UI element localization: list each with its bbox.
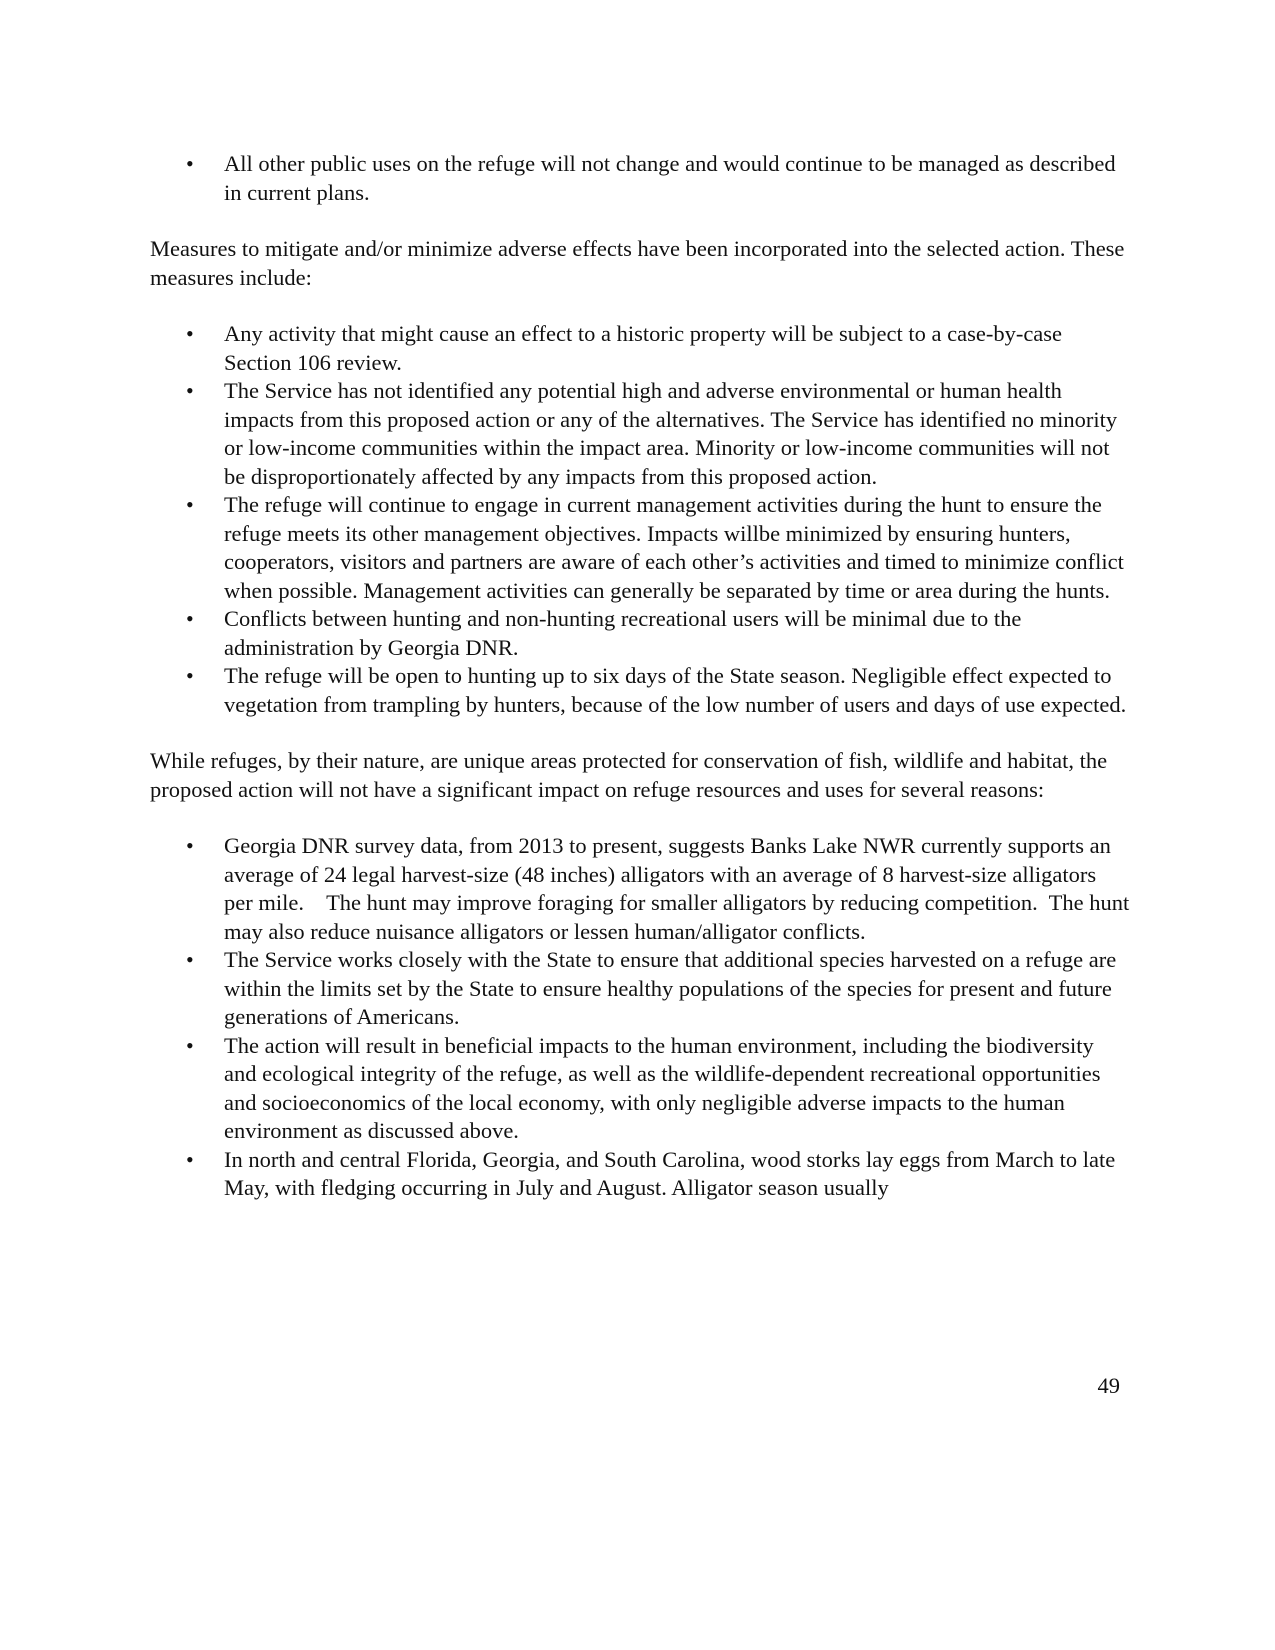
bullet-icon: • (186, 151, 194, 176)
list-item-text: The refuge will be open to hunting up to six days of the State season. Negligible effect expected to vegetation from trampling by hunters, because of the low number of users and days of use expected. (224, 663, 1127, 717)
measures-bullet-list (150, 320, 1130, 719)
list-item-text: The Service has not identified any potential high and adverse environmental or human health impacts from this proposed action or any of the alternatives. The Service has identified no minority or low-income communities within the impact area. Minority or low-income communities will not be disproportionately affected by any impacts from this proposed action. (224, 378, 1118, 489)
bullet-icon: • (186, 833, 194, 858)
reasons-intro-paragraph: While refuges, by their nature, are unique areas protected for conservation of fish, wildlife and habitat, the proposed action will not have a significant impact on refuge resources and uses for several reasons: (150, 748, 1108, 802)
list-item-text: The action will result in beneficial impacts to the human environment, including the biodiversity and ecological integrity of the refuge, as well as the wildlife-dependent recreational opportunities and socioeconomics of the local economy, with only negligible adverse impacts to the human environment as discussed above. (224, 1032, 1101, 1143)
measures-intro-paragraph: Measures to mitigate and/or minimize adverse effects have been incorporated into the selected action. These measures include: (150, 236, 1125, 290)
list-item (150, 150, 1130, 207)
list-item-text: Conflicts between hunting and non-hunting recreational users will be minimal due to the administration by Georgia DNR. (224, 606, 1022, 660)
list-item-text: The Service works closely with the State to ensure that additional species harvested on a refuge are within the limits set by the State to ensure healthy populations of the species for present and future generations of Americans. (224, 947, 1117, 1029)
bullet-icon: • (186, 606, 194, 631)
page-body (150, 150, 1135, 1203)
bullet-icon: • (186, 492, 194, 517)
list-item (150, 1146, 1130, 1203)
list-item (150, 946, 1130, 1032)
list-item (150, 832, 1135, 946)
bullet-icon: • (186, 663, 194, 688)
list-item (150, 662, 1130, 719)
list-item-text: Georgia DNR survey data, from 2013 to present, suggests Banks Lake NWR currently supports an average of 24 legal harvest-size (48 inches) alligators with an average of 8 harvest-size alligators per mile. The hunt may improve foraging for smaller alligators by reducing competition. The hunt may also reduce nuisance alligators or lessen human/alligator conflicts. (224, 833, 1135, 944)
list-item (150, 605, 1130, 662)
bullet-icon: • (186, 1032, 194, 1058)
bullet-icon: • (186, 1146, 194, 1172)
list-item (150, 377, 1130, 491)
bullet-icon: • (186, 378, 194, 403)
list-item (150, 320, 1130, 377)
list-item (150, 1032, 1130, 1146)
bullet-icon: • (186, 321, 194, 346)
list-item (150, 491, 1130, 605)
list-item-text: The refuge will continue to engage in current management activities during the hunt to ensure the refuge meets its other management objectives. Impacts willbe minimized by ensuring hunters, cooperators, visitors and partners are aware of each other’s activities and timed to minimize conflict when possible. Management activities can generally be separated by time or area during the hunts. (224, 492, 1124, 603)
page-number: 49 (1097, 1373, 1120, 1398)
list-item-text: Any activity that might cause an effect to a historic property will be subject to a case-by-case Section 106 review. (224, 321, 1063, 375)
list-item-text: In north and central Florida, Georgia, and South Carolina, wood storks lay eggs from March to late May, with fledging occurring in July and August. Alligator season usually (224, 1146, 1116, 1200)
reasons-bullet-list (150, 832, 1135, 1203)
top-bullet-list (150, 150, 1130, 207)
bullet-icon: • (186, 947, 194, 972)
list-item-text: All other public uses on the refuge will not change and would continue to be managed as described in current plans. (224, 151, 1116, 205)
